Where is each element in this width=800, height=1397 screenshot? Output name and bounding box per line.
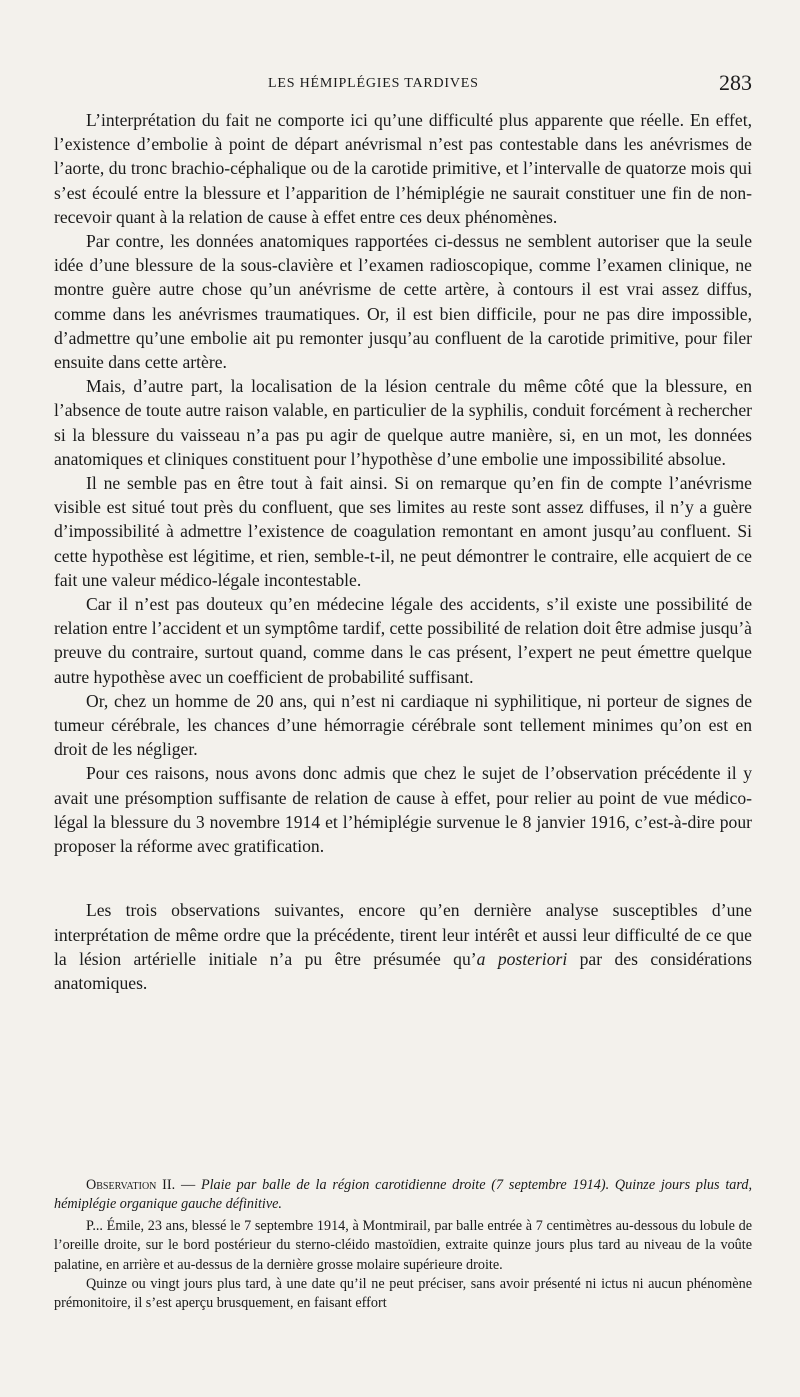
closing-paragraph bbox=[54, 898, 752, 995]
paragraph: Mais, d’autre part, la localisation de la lésion centrale du même côté que la blessure, en l’absence de toute autre raison valable, en particulier de la syphilis, conduit forcément à rechercher si la blessure du vaisseau n’a pas pu agir de quelque autre manière, si, en un mot, les données anatomiques et cliniques constituent pour l’hypothèse d’une embolie une impossibilité absolue. bbox=[54, 376, 752, 469]
paragraph: Pour ces raisons, nous avons donc admis que chez le sujet de l’observation précédente il y avait une présomption suffisante de relation de cause à effet, pour relier au point de vue médico-légal la blessure du 3 novembre 1914 et l’hémiplégie survenue le 8 janvier 1916, c’est-à-dire pour proposer la réforme avec gratification. bbox=[54, 763, 752, 857]
observation-note: P... Émile, 23 ans, blessé le 7 septembre 1914, à Montmirail, par balle entrée à 7 centimètres au-dessous du lobule de l’oreille droite, sur le bord postérieur du sterno-cléido mastoïdien, extraite quinze jours plus tard au niveau de la voûte palatine, en arrière et au-dessus de la dernière grosse molaire supérieure droite. bbox=[54, 1217, 752, 1273]
paragraph: Car il n’est pas douteux qu’en médecine légale des accidents, s’il existe une possibilité de relation entre l’accident et un symptôme tardif, cette possibilité de relation doit être admise jusqu’à preuve du contraire, surtout quand, comme dans le cas présent, l’expert ne peut émettre quelque autre hypothèse avec un coefficient de probabilité suffisant. bbox=[54, 594, 752, 687]
observation-label: Observation II. bbox=[86, 1177, 176, 1193]
observation-note: Quinze ou vingt jours plus tard, à une date qu’il ne peut préciser, sans avoir présenté ni ictus ni aucun phénomène prémonitoire, il s’est aperçu brusquement, en faisant effort bbox=[54, 1276, 752, 1312]
closing-text-start: Les trois observations suivantes, encore qu’en dernière analyse susceptibles d’une interprétation de même ordre que la précédente, tirent leur intérêt et aussi leur difficulté de ce que la lésion artérielle initiale n’a pu être présumée qu’ bbox=[54, 900, 752, 969]
running-head-title: LES HÉMIPLÉGIES TARDIVES bbox=[268, 76, 479, 91]
closing-text-end: par des considérations anatomiques. bbox=[54, 948, 752, 993]
observation-block bbox=[54, 1176, 752, 1314]
closing-italic-phrase: a posteriori bbox=[476, 948, 568, 969]
paragraph: Par contre, les données anatomiques rapportées ci-dessus ne semblent autoriser que la seule idée d’une blessure de la sous-clavière et l’examen radioscopique, comme l’examen clinique, ne montre guère autre chose qu’un anévrisme de cette artère, à contours il est vrai assez diffus, comme dans les anévrismes traumatiques. Or, il est bien difficile, pour ne pas dire impossible, d’admettre qu’une embolie ait pu remonter jusqu’au confluent de la carotide primitive, pour filer ensuite dans cette artère. bbox=[54, 231, 752, 373]
page-number: 283 bbox=[719, 70, 752, 95]
main-text bbox=[54, 108, 752, 995]
observation-heading bbox=[54, 1176, 752, 1215]
observation-dash: — bbox=[175, 1177, 201, 1193]
paragraph: L’interprétation du fait ne comporte ici qu’une difficulté plus apparente que réelle. En effet, l’existence d’embolie à point de départ anévrismal n’est pas contestable dans les anévrismes de l’aorte, du tronc brachio-céphalique ou de la carotide primitive, et l’intervalle de quatorze mois qui s’est écoulé entre la blessure et l’apparition de l’hémiplégie ne saurait constituer une fin de non-recevoir quant à la relation de cause à effet entre ces deux phénomènes. bbox=[54, 110, 752, 227]
paragraph: Or, chez un homme de 20 ans, qui n’est ni cardiaque ni syphilitique, ni porteur de signes de tumeur cérébrale, les chances d’une hémorragie cérébrale sont tellement minimes qu’on est en droit de les négliger. bbox=[54, 690, 752, 760]
running-head bbox=[0, 70, 800, 96]
observation-title: Plaie par balle de la région carotidienne droite (7 septembre 1914). Quinze jours plus tard, hémiplégie organique gauche définitive. bbox=[54, 1177, 752, 1213]
paragraph: Il ne semble pas en être tout à fait ainsi. Si on remarque qu’en fin de compte l’anévrisme visible est situé tout près du confluent, que ses limites au reste sont assez diffuses, il n’y a guère d’impossibilité à admettre l’existence de coagulation remontant en amont jusqu’au confluent. Si cette hypothèse est légitime, et rien, semble-t-il, ne peut démontrer le contraire, elle acquiert de ce fait une valeur médico-légale incontestable. bbox=[54, 473, 752, 590]
